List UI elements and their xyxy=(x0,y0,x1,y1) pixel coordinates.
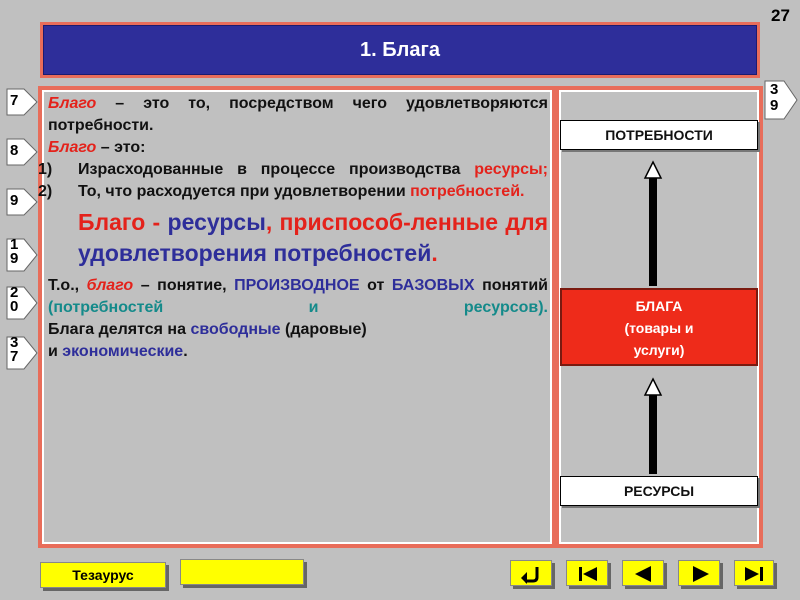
arrow-up-icon xyxy=(643,377,663,397)
arrow-line xyxy=(649,388,657,474)
definition-paragraph: Благо – это то, посредством чего удовлетворяются потребности. xyxy=(48,95,548,134)
first-slide-icon xyxy=(567,561,609,587)
next-slide-button[interactable] xyxy=(678,560,720,586)
nav-link-37[interactable]: 3 7 xyxy=(6,336,38,370)
last-slide-button[interactable] xyxy=(734,560,774,586)
conclusion-paragraph: Т.о., благо – понятие, ПРОИЗВОДНОЕ от БАЗОВЫХ понятий (потребностей и ресурсов). xyxy=(48,277,549,316)
blago-is-line: Благо – это: xyxy=(48,139,146,156)
arrow-line xyxy=(649,172,657,286)
nav-link-39[interactable]: 3 9 xyxy=(764,80,798,120)
thesaurus-button[interactable]: Тезаурус xyxy=(40,562,166,588)
list-item: 1) Израсходованные в процессе производства ресурсы; xyxy=(38,161,548,178)
next-slide-icon xyxy=(679,561,721,587)
last-slide-icon xyxy=(735,561,775,587)
nav-link-7[interactable]: 7 xyxy=(6,88,38,116)
list-item: 2) То, что расходуется при удовлетворении потребностей. xyxy=(38,183,525,200)
previous-slide-icon xyxy=(623,561,665,587)
slide-number: 27 xyxy=(771,6,790,25)
return-button[interactable] xyxy=(510,560,552,586)
blank-button[interactable] xyxy=(180,559,304,585)
nav-link-20[interactable]: 2 0 xyxy=(6,286,38,320)
previous-slide-button[interactable] xyxy=(622,560,664,586)
first-slide-button[interactable] xyxy=(566,560,608,586)
arrow-up-icon xyxy=(643,160,663,180)
nav-link-19[interactable]: 1 9 xyxy=(6,238,38,272)
classification-paragraph: Блага делятся на свободные (даровые) и экономические. xyxy=(48,321,367,360)
return-icon xyxy=(511,561,553,587)
goods-box: БЛАГА (товары и услуги) xyxy=(560,288,758,366)
definition-text xyxy=(38,93,549,363)
needs-box: ПОТРЕБНОСТИ xyxy=(560,120,758,150)
nav-link-8[interactable]: 8 xyxy=(6,138,38,166)
page-title: 1. Блага xyxy=(43,25,757,75)
resources-box: РЕСУРСЫ xyxy=(560,476,758,506)
key-statement: Благо - ресурсы, приспособ-ленные для удовлетворения потребностей. xyxy=(78,209,548,266)
nav-link-9[interactable]: 9 xyxy=(6,188,38,216)
title-frame xyxy=(40,22,760,78)
